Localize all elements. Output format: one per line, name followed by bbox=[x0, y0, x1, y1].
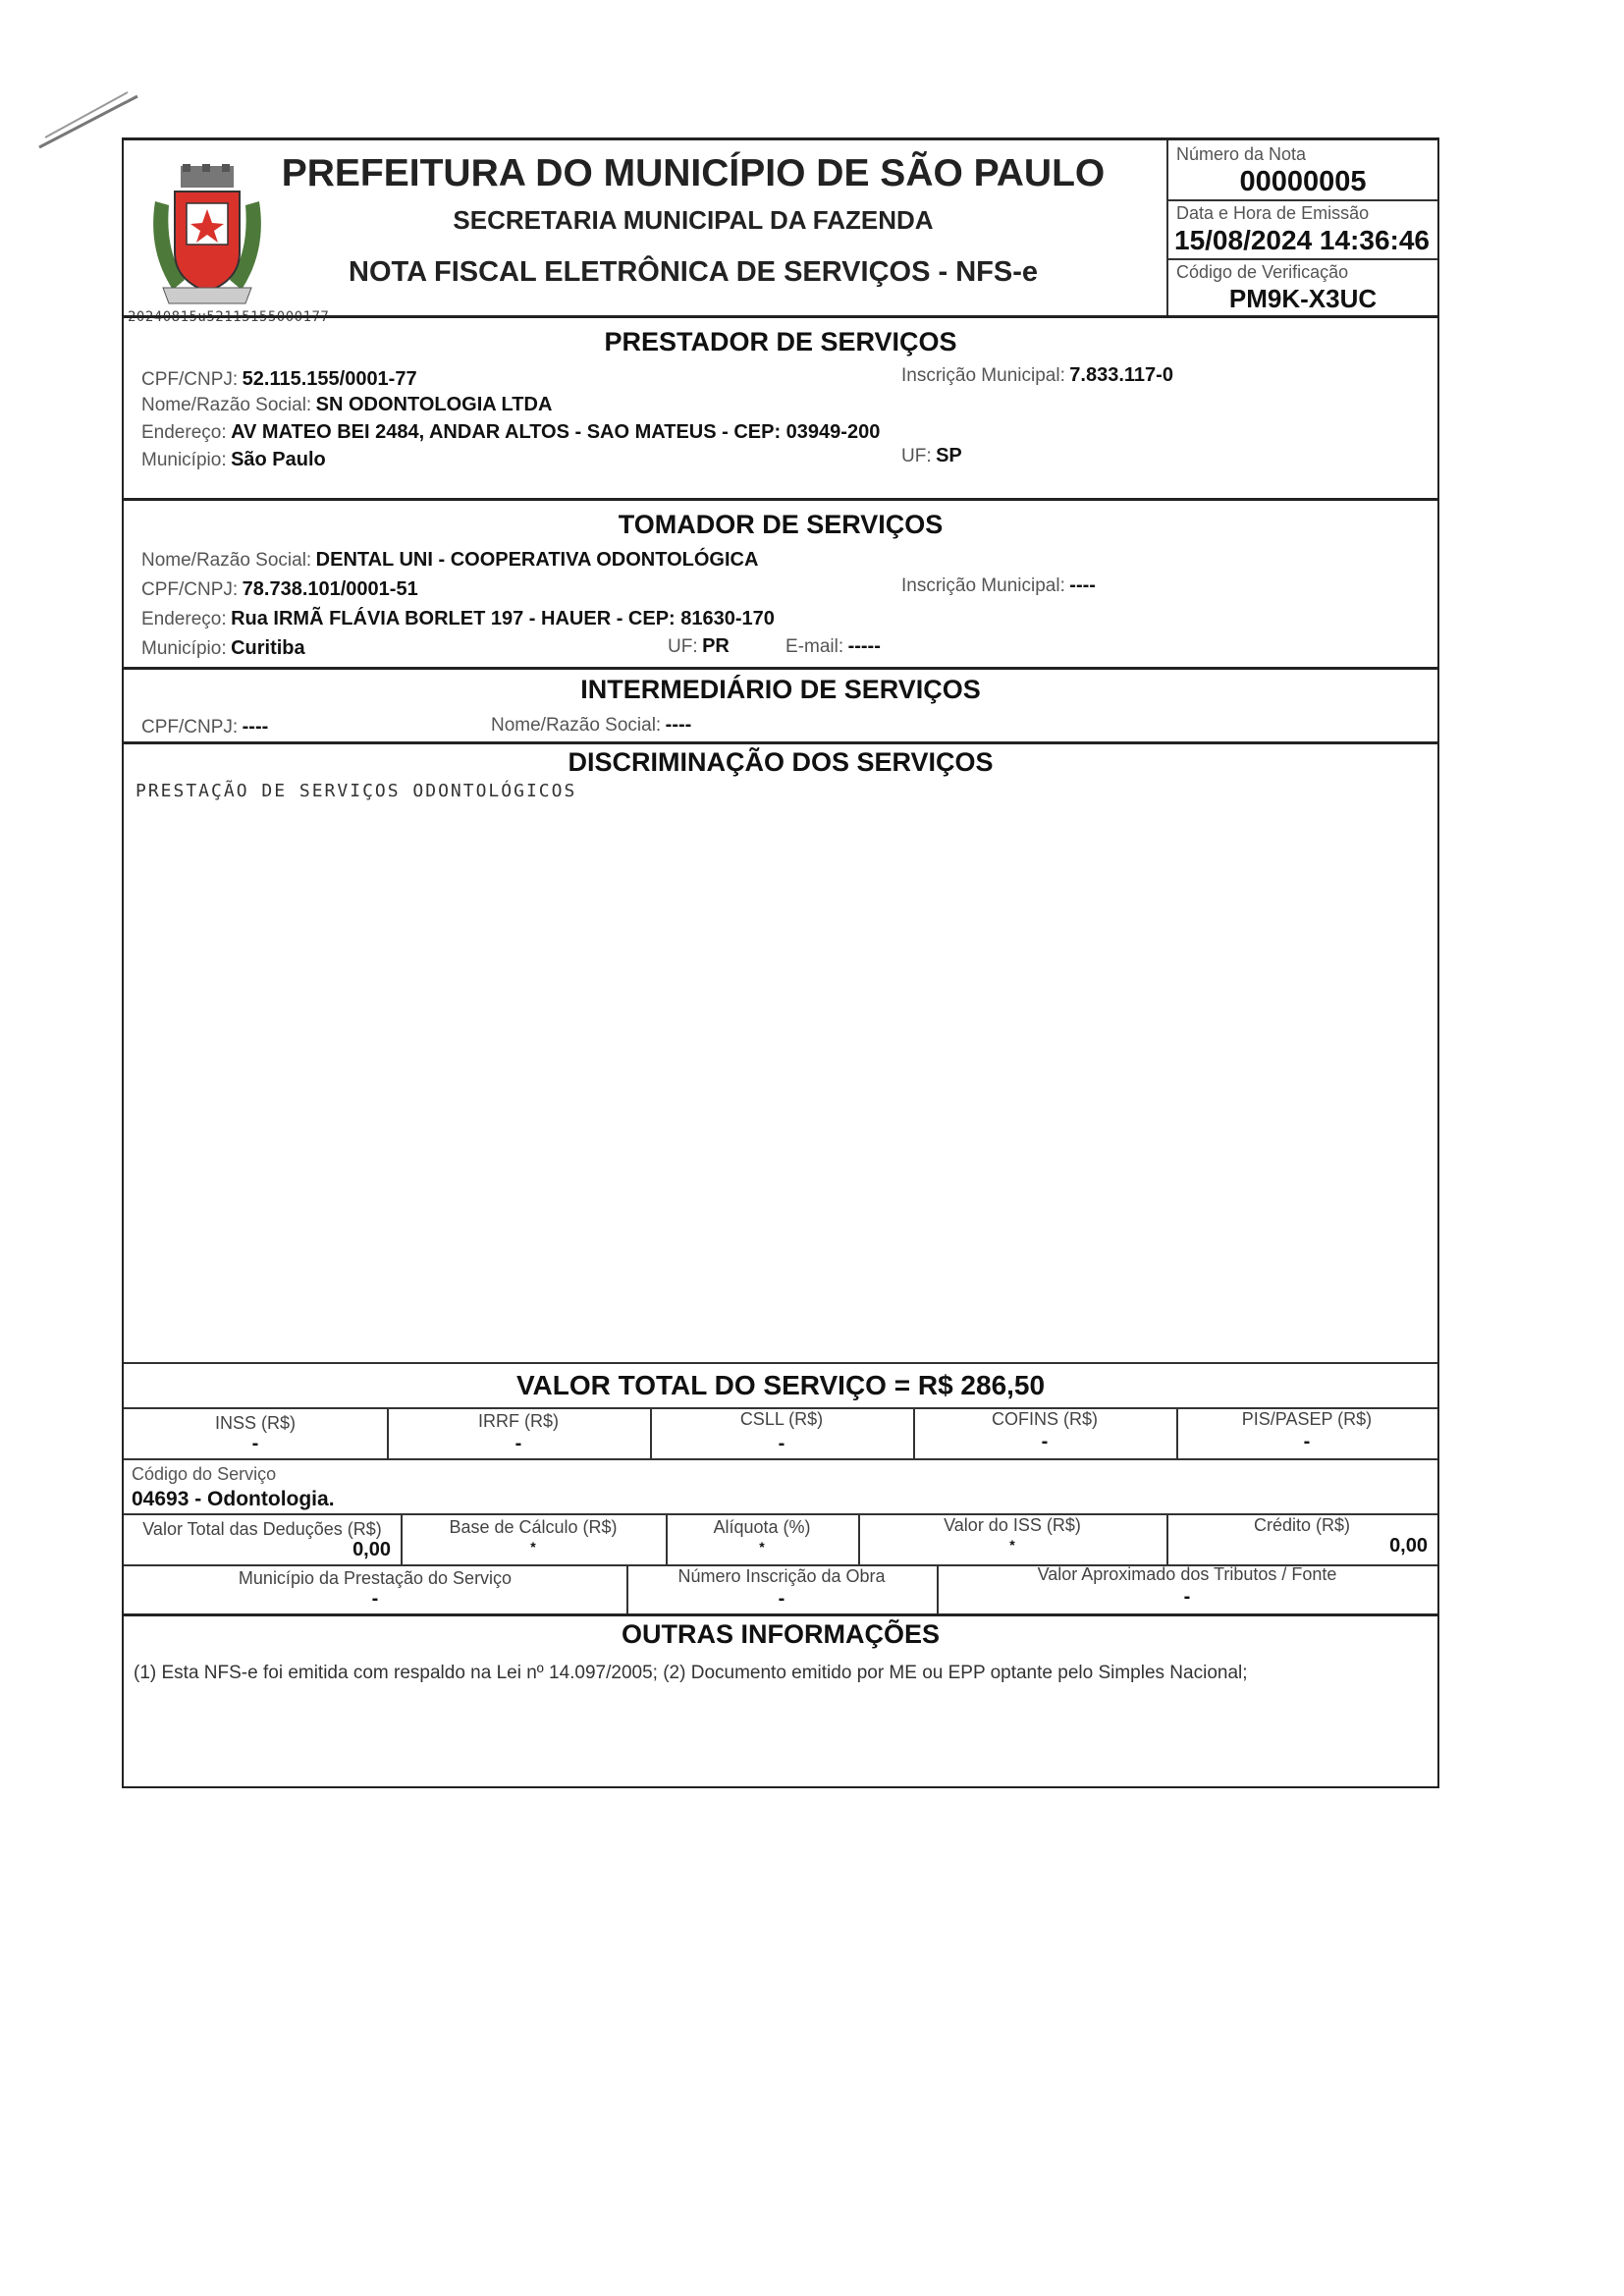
pispasep-label: PIS/PASEP (R$) bbox=[1241, 1409, 1373, 1429]
csll-label: CSLL (R$) bbox=[739, 1409, 824, 1429]
cofins-value: - bbox=[1041, 1431, 1049, 1452]
verificacao-label: Código de Verificação bbox=[1176, 262, 1349, 282]
aliquota-label: Alíquota (%) bbox=[713, 1517, 811, 1537]
valor-iss-value: * bbox=[1009, 1537, 1015, 1553]
prestador-nome: Nome/Razão Social: SN ODONTOLOGIA LTDA bbox=[141, 394, 553, 415]
irrf-label: IRRF (R$) bbox=[478, 1411, 559, 1431]
tributos-aprox-value: - bbox=[1183, 1586, 1191, 1608]
tomador-municipio: Município: Curitiba bbox=[141, 637, 305, 659]
prestador-inscricao-municipal: Inscrição Municipal: 7.833.117-0 bbox=[901, 364, 1173, 386]
tomador-section-title: TOMADOR DE SERVIÇOS bbox=[618, 510, 944, 539]
header-box-line bbox=[1166, 258, 1437, 260]
discriminacao-section-title: DISCRIMINAÇÃO DOS SERVIÇOS bbox=[568, 747, 994, 777]
valor-iss-label: Valor do ISS (R$) bbox=[944, 1515, 1081, 1535]
valor-total: VALOR TOTAL DO SERVIÇO = R$ 286,50 bbox=[515, 1370, 1046, 1400]
intermediario-cnpj: CPF/CNPJ: ---- bbox=[141, 716, 269, 738]
municipio-prestacao-value: - bbox=[371, 1588, 379, 1610]
page-title: PREFEITURA DO MUNICÍPIO DE SÃO PAULO bbox=[281, 152, 1106, 194]
numero-label: Número da Nota bbox=[1176, 144, 1307, 164]
prestador-endereco: Endereço: AV MATEO BEI 2484, ANDAR ALTOS - SAO MATEUS - CEP: 03949-200 bbox=[141, 421, 881, 443]
document-type: NOTA FISCAL ELETRÔNICA DE SERVIÇOS - NFS-e bbox=[349, 256, 1038, 288]
base-calculo-label: Base de Cálculo (R$) bbox=[449, 1517, 618, 1537]
table-line bbox=[124, 1458, 1437, 1460]
numero-value: 00000005 bbox=[1239, 166, 1367, 197]
obra-value: - bbox=[778, 1588, 785, 1610]
tributos-aprox-label: Valor Aproximado dos Tributos / Fonte bbox=[1037, 1564, 1337, 1584]
obra-label: Número Inscrição da Obra bbox=[677, 1566, 886, 1586]
prestador-cnpj: CPF/CNPJ: 52.115.155/0001-77 bbox=[141, 368, 417, 390]
nfse-document bbox=[122, 137, 1439, 1788]
sao-paulo-coat-of-arms-icon bbox=[143, 162, 271, 309]
tomador-endereco: Endereço: Rua IRMÃ FLÁVIA BORLET 197 - HAUER - CEP: 81630-170 bbox=[141, 608, 775, 629]
section-divider bbox=[124, 1613, 1437, 1616]
irrf-value: - bbox=[514, 1433, 522, 1454]
prestador-municipio: Município: São Paulo bbox=[141, 449, 326, 470]
deducoes-label: Valor Total das Deduções (R$) bbox=[142, 1519, 382, 1539]
tomador-cnpj: CPF/CNPJ: 78.738.101/0001-51 bbox=[141, 578, 418, 600]
header-box-line bbox=[1166, 199, 1437, 201]
section-divider bbox=[124, 1362, 1437, 1364]
header-box-divider bbox=[1166, 140, 1168, 315]
outras-section-title: OUTRAS INFORMAÇÕES bbox=[622, 1619, 940, 1649]
municipio-prestacao-label: Município da Prestação do Serviço bbox=[238, 1568, 513, 1588]
emissao-label: Data e Hora de Emissão bbox=[1176, 203, 1370, 223]
intermediario-section-title: INTERMEDIÁRIO DE SERVIÇOS bbox=[580, 675, 981, 704]
section-divider bbox=[124, 667, 1437, 670]
inss-value: - bbox=[251, 1433, 259, 1454]
intermediario-nome: Nome/Razão Social: ---- bbox=[491, 714, 692, 736]
credito-value: 0,00 bbox=[1389, 1535, 1428, 1557]
section-divider bbox=[124, 498, 1437, 501]
cofins-label: COFINS (R$) bbox=[992, 1409, 1098, 1429]
barcode-text: 20240815u52115155000177 bbox=[128, 309, 330, 325]
prestador-section-title: PRESTADOR DE SERVIÇOS bbox=[604, 327, 957, 356]
deducoes-value: 0,00 bbox=[352, 1539, 391, 1560]
credito-label: Crédito (R$) bbox=[1253, 1515, 1351, 1535]
aliquota-value: * bbox=[759, 1539, 765, 1555]
page-subtitle: SECRETARIA MUNICIPAL DA FAZENDA bbox=[453, 205, 934, 235]
codigo-servico-value: 04693 - Odontologia. bbox=[132, 1488, 335, 1510]
base-calculo-value: * bbox=[530, 1539, 536, 1555]
tomador-uf: UF: PR bbox=[668, 635, 730, 657]
verificacao-value: PM9K-X3UC bbox=[1228, 284, 1378, 313]
section-divider bbox=[124, 741, 1437, 744]
tomador-nome: Nome/Razão Social: DENTAL UNI - COOPERATIVA ODONTOLÓGICA bbox=[141, 549, 759, 571]
tomador-email: E-mail: ----- bbox=[785, 635, 881, 657]
outras-text: (1) Esta NFS-e foi emitida com respaldo na Lei nº 14.097/2005; (2) Documento emitido por ME ou EPP optante pelo Simples Nacional; bbox=[134, 1663, 1248, 1683]
pispasep-value: - bbox=[1303, 1431, 1311, 1452]
csll-value: - bbox=[778, 1433, 785, 1454]
emissao-value: 15/08/2024 14:36:46 bbox=[1174, 225, 1430, 255]
codigo-servico-label: Código do Serviço bbox=[132, 1464, 277, 1484]
prestador-uf: UF: SP bbox=[901, 445, 962, 466]
tomador-inscricao-municipal: Inscrição Municipal: ---- bbox=[901, 574, 1096, 596]
section-divider bbox=[124, 315, 1437, 318]
discriminacao-text: PRESTAÇÃO DE SERVIÇOS ODONTOLÓGICOS bbox=[135, 781, 577, 801]
inss-label: INSS (R$) bbox=[214, 1413, 296, 1433]
